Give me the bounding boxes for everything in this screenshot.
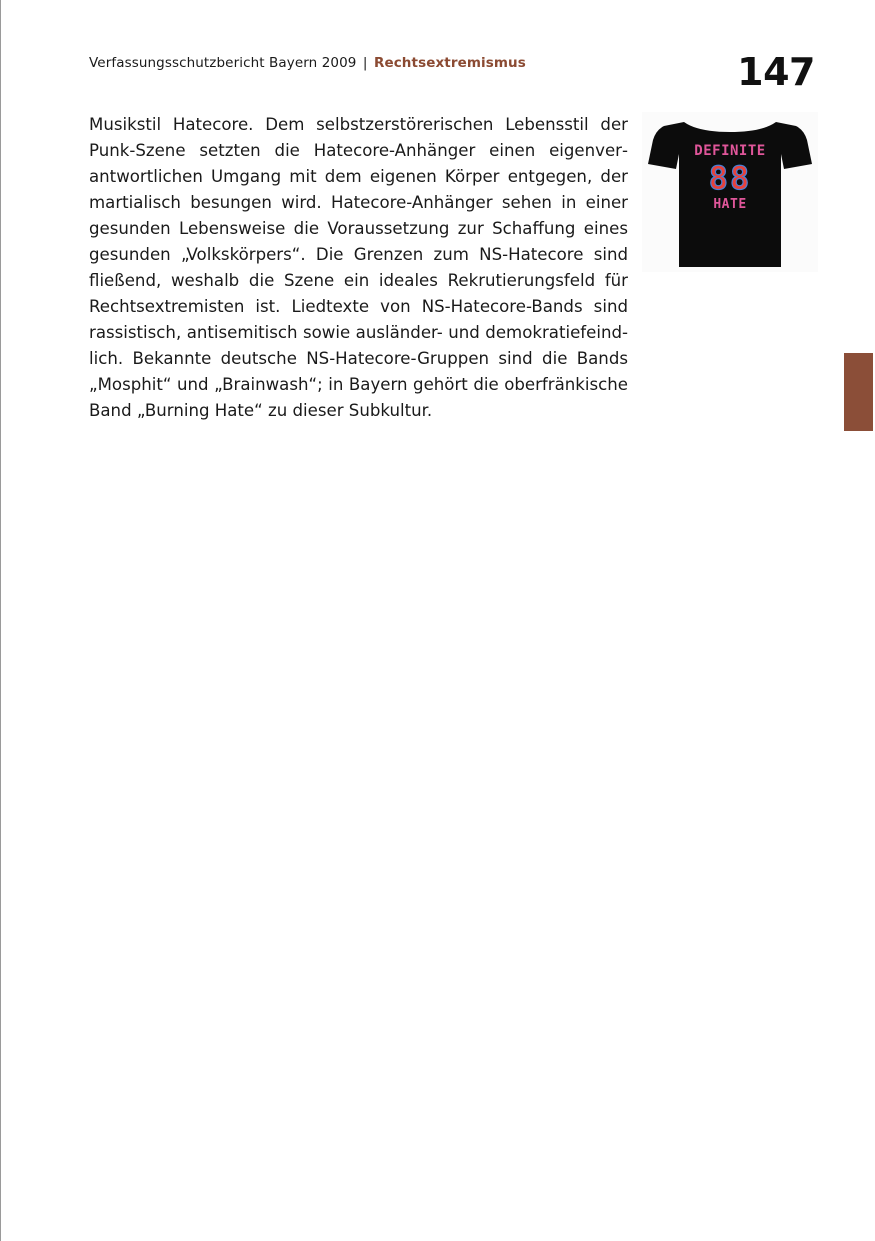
shirt-text-definite: DEFINITE [694,143,766,159]
page-edge-rule [0,0,1,1241]
publication-title: Verfassungsschutzbericht Bayern 2009 [89,55,357,71]
shirt-text-number: 88 [708,159,752,197]
section-title: Rechtsextremismus [373,55,526,71]
running-header [89,55,526,71]
page-number: 147 [737,50,815,94]
shirt-text-hate: HATE [713,197,747,212]
chapter-marker-tab [844,353,873,431]
tshirt-image [642,112,818,272]
body-paragraph: Musikstil Hatecore. Dem selbstzerstörerischen Lebensstil der Punk-Szene setzten die Hatecore-Anhänger einen eigenverantwortlichen Umgang mit dem eigenen Körper entgegen, der martialisch besungen wird. Hatecore-Anhänger sehen in einer gesunden Lebensweise die Voraussetzung zur Schaffung eines gesunden „Volkskörpers“. Die Grenzen zum NS-Hatecore sind fließend, weshalb die Szene ein ideales Rekrutierungsfeld für Rechtsextremisten ist. Liedtexte von NS-Hatecore-Bands sind rassistisch, antisemitisch sowie ausländer- und demokratiefeindlich. Bekannte deutsche NS-Hatecore-Gruppen sind die Bands „Mosphit“ und „Brainwash“; in Bayern gehört die oberfränkische Band „Burning Hate“ zu dieser Subkultur. [89,115,628,420]
tshirt-illustration [642,112,818,272]
header-separator: | [362,55,368,71]
